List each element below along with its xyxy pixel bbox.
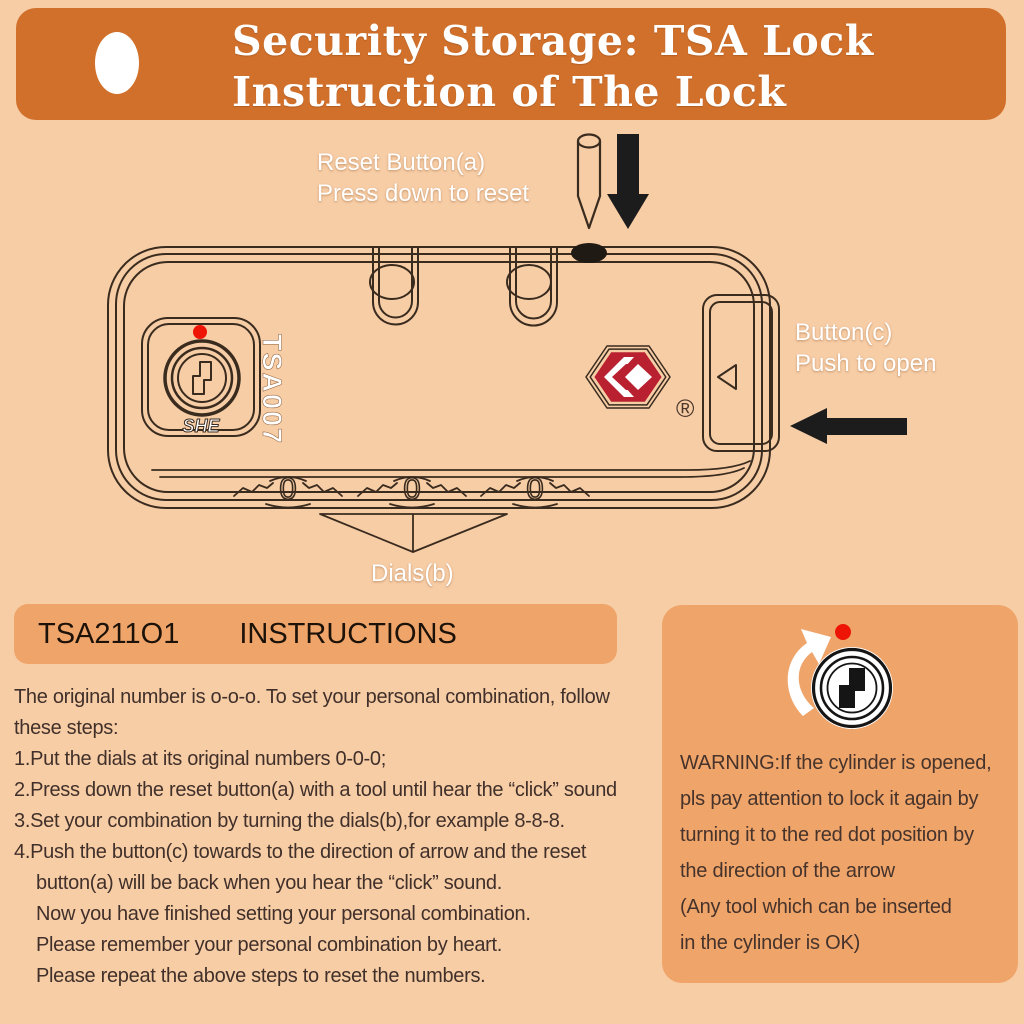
button-c-label-line-2: Push to open — [795, 350, 937, 377]
instruction-line: button(a) will be back when you hear the “click” sound. — [36, 872, 502, 894]
instruction-line: these steps: — [14, 717, 119, 739]
warning-line: WARNING:If the cylinder is opened, — [680, 752, 992, 774]
warning-line: in the cylinder is OK) — [680, 932, 861, 954]
down-arrow-icon — [607, 134, 649, 229]
warning-panel — [662, 605, 1018, 983]
dial-digit[interactable]: 0 — [526, 471, 544, 506]
button-c-panel — [703, 295, 779, 451]
page-title — [232, 16, 874, 118]
instruction-line: The original number is o-o-o. To set your personal combination, follow — [14, 686, 610, 708]
reset-pin-icon — [578, 135, 600, 229]
instruction-line: 1.Put the dials at its original numbers 0-0-0; — [14, 748, 386, 770]
instruction-line: 2.Press down the reset button(a) with a tool until hear the “click” sound — [14, 779, 617, 801]
lock-body — [108, 247, 770, 508]
zipper-holes — [370, 248, 557, 326]
header-banner — [16, 8, 1006, 120]
dials-label: Dials(b) — [371, 560, 454, 587]
instruction-line: Please remember your personal combination by heart. — [36, 934, 503, 956]
model-text: TSA007 — [257, 334, 287, 446]
instructions-text — [14, 682, 664, 992]
left-arrow-icon — [790, 408, 907, 444]
reset-button-label — [317, 147, 529, 209]
warning-line: the direction of the arrow — [680, 860, 895, 882]
reset-label-line-2: Press down to reset — [317, 180, 530, 207]
triangle-marker — [718, 365, 736, 389]
dial-digit[interactable]: 0 — [279, 471, 297, 506]
warning-text — [680, 745, 1010, 961]
warning-line: (Any tool which can be inserted — [680, 896, 952, 918]
button-c-label — [795, 317, 936, 379]
instruction-line: Please repeat the above steps to reset the numbers. — [36, 965, 486, 987]
model-number: TSA211O1 — [38, 617, 180, 650]
warning-line: turning it to the red dot position by — [680, 824, 974, 846]
red-dot-indicator — [835, 624, 851, 640]
reset-label-line-1: Reset Button(a) — [317, 149, 486, 176]
registered-mark: ® — [676, 395, 695, 423]
instructions-title-bar — [14, 604, 617, 664]
dial-digit[interactable]: 0 — [403, 471, 421, 506]
keyhole-icon — [142, 318, 260, 436]
instruction-line: 4.Push the button(c) towards to the direction of arrow and the reset — [14, 841, 587, 863]
button-c-label-line-1: Button(c) — [795, 319, 893, 346]
title-line-1: Security Storage: TSA Lock — [232, 17, 874, 65]
dials-callout — [320, 514, 507, 552]
red-dot-indicator — [193, 325, 207, 339]
warning-line: pls pay attention to lock it again by — [680, 788, 979, 810]
instruction-line: Now you have finished setting your personal combination. — [36, 903, 531, 925]
instruction-line: 3.Set your combination by turning the dials(b),for example 8-8-8. — [14, 810, 565, 832]
title-line-2: Instruction of The Lock — [232, 68, 787, 116]
brand-text: SHE — [182, 416, 220, 436]
tsa-logo-icon — [586, 346, 670, 408]
instructions-heading: INSTRUCTIONS — [239, 617, 457, 650]
header-oval-decoration — [95, 32, 139, 94]
reset-slot — [571, 243, 607, 263]
